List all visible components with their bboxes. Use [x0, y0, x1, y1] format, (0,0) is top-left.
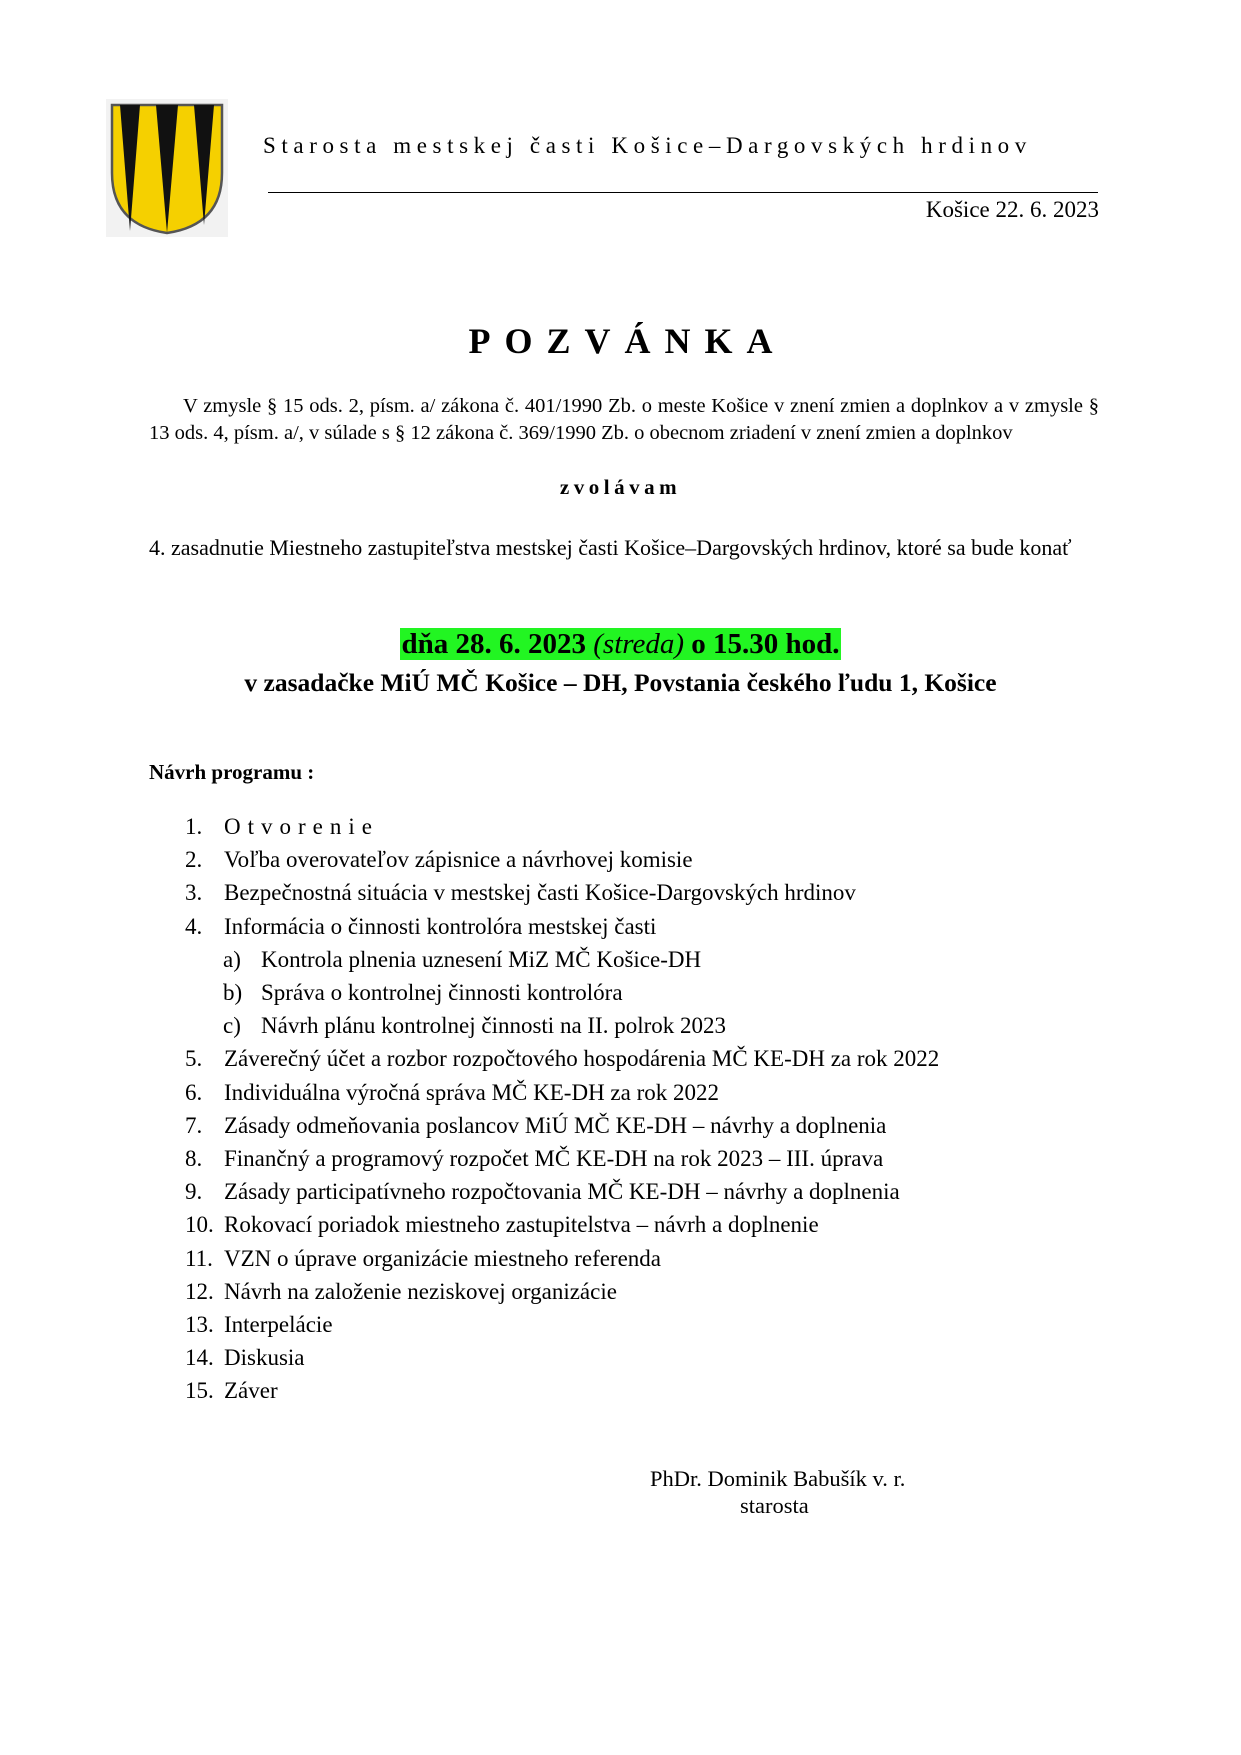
- agenda-item: [0, 1076, 939, 1109]
- convene-word: zvolávam: [559, 475, 682, 499]
- agenda-item: [0, 810, 939, 843]
- agenda-item: [0, 1374, 939, 1407]
- document-title: POZVÁNKA: [468, 321, 787, 361]
- agenda-item-number: 2.: [185, 847, 203, 873]
- signatory-role: starosta: [740, 1493, 809, 1518]
- signatory-name: PhDr. Dominik Babušík v. r.: [650, 1466, 906, 1491]
- agenda-item-text: Bezpečnostná situácia v mestskej časti Košice-Dargovských hrdinov: [224, 880, 856, 906]
- meeting-time: o 15.30 hod.: [684, 628, 840, 660]
- agenda-subitem-text: Kontrola plnenia uznesení MiZ MČ Košice-DH: [261, 946, 702, 972]
- agenda-item: [0, 1275, 939, 1308]
- agenda-item-text: VZN o úprave organizácie miestneho referenda: [224, 1245, 662, 1271]
- agenda-item-number: 1.: [185, 814, 203, 839]
- agenda-item-text: Individuálna výročná správa MČ KE-DH za rok 2022: [224, 1079, 720, 1105]
- header-divider: [268, 192, 1098, 193]
- agenda-subitem: [0, 943, 939, 976]
- agenda-item-text: Záverečný účet a rozbor rozpočtového hospodárenia MČ KE-DH za rok 2022: [224, 1046, 940, 1072]
- agenda-item-text: Rokovací poriadok miestneho zastupitelstva – návrh a doplnenie: [224, 1212, 819, 1238]
- meeting-datetime: [0, 628, 1241, 661]
- meeting-date: dňa 28. 6. 2023: [401, 628, 594, 660]
- agenda-item-number: 9.: [185, 1179, 203, 1205]
- datetime-highlight: [400, 628, 840, 660]
- agenda-subitem-text: Návrh plánu kontrolnej činnosti na II. polrok 2023: [261, 1013, 727, 1039]
- agenda-item-number: 10.: [185, 1212, 214, 1238]
- agenda-subitem-letter: a): [223, 946, 241, 972]
- agenda-subitem: [0, 976, 939, 1009]
- agenda-item-number: 13.: [185, 1312, 214, 1338]
- organization-heading: Starosta mestskej časti Košice–Dargovských hrdinov: [263, 133, 1032, 158]
- agenda-item-text: Finančný a programový rozpočet MČ KE-DH na rok 2023 – III. úprava: [224, 1146, 884, 1172]
- agenda-item-number: 11.: [185, 1245, 213, 1271]
- agenda-item: [0, 843, 939, 876]
- meeting-weekday: (streda): [593, 628, 684, 660]
- agenda-item-text: Voľba overovateľov zápisnice a návrhovej komisie: [224, 847, 693, 873]
- meeting-description: 4. zasadnutie Miestneho zastupiteľstva mestskej časti Košice–Dargovských hrdinov, ktoré sa bude konať: [149, 535, 1072, 560]
- agenda-item-number: 3.: [185, 880, 203, 906]
- agenda-item: [0, 1208, 939, 1241]
- meeting-location: v zasadačke MiÚ MČ Košice – DH, Povstania českého ľudu 1, Košice: [244, 668, 997, 697]
- agenda-item-text: Návrh na založenie neziskovej organizácie: [224, 1278, 617, 1304]
- agenda-heading: Návrh programu :: [149, 760, 315, 784]
- agenda-item: [0, 1042, 939, 1075]
- agenda-item: [0, 1142, 939, 1175]
- coat-of-arms-icon: [106, 99, 228, 237]
- legal-basis-paragraph: V zmysle § 15 ods. 2, písm. a/ zákona č. 401/1990 Zb. o meste Košice v znení zmien a doplnkov a v zmysle § 13 ods. 4, písm. a/, v súlade s § 12 zákona č. 369/1990 Zb. o obecnom zriadení v znení zmien a doplnkov: [149, 395, 1099, 444]
- agenda-item-number: 7.: [185, 1112, 203, 1138]
- agenda-item: [0, 1341, 939, 1374]
- agenda-item-number: 8.: [185, 1146, 203, 1172]
- agenda-item-text: Zásady odmeňovania poslancov MiÚ MČ KE-DH – návrhy a doplnenia: [224, 1112, 887, 1138]
- document-date: Košice 22. 6. 2023: [925, 197, 1099, 222]
- agenda-item: [0, 1242, 939, 1275]
- agenda-item-text: Interpelácie: [224, 1312, 333, 1338]
- agenda-item-text: Otvorenie: [224, 814, 379, 839]
- agenda-item: [0, 910, 939, 943]
- agenda-item-text: Záver: [224, 1378, 278, 1404]
- agenda-item-number: 15.: [185, 1378, 214, 1404]
- agenda-item-number: 4.: [185, 913, 203, 939]
- agenda-item-text: Informácia o činnosti kontrolóra mestskej časti: [224, 913, 657, 939]
- agenda-item: [0, 1308, 939, 1341]
- agenda-item-number: 12.: [185, 1278, 214, 1304]
- agenda-item: [0, 1175, 939, 1208]
- agenda-item-number: 5.: [185, 1046, 203, 1072]
- agenda-item-text: Diskusia: [224, 1345, 305, 1371]
- agenda-subitem-text: Správa o kontrolnej činnosti kontrolóra: [261, 980, 623, 1006]
- agenda-item: [0, 876, 939, 909]
- agenda-subitem-letter: c): [223, 1013, 241, 1039]
- agenda-item-text: Zásady participatívneho rozpočtovania MČ KE-DH – návrhy a doplnenia: [224, 1179, 900, 1205]
- agenda-item-number: 14.: [185, 1345, 214, 1371]
- agenda-subitem-letter: b): [223, 980, 243, 1006]
- agenda-item-number: 6.: [185, 1079, 203, 1105]
- signature-block: [650, 1465, 950, 1519]
- agenda-list: [0, 810, 939, 1408]
- agenda-subitem: [0, 1009, 939, 1042]
- agenda-item: [0, 1109, 939, 1142]
